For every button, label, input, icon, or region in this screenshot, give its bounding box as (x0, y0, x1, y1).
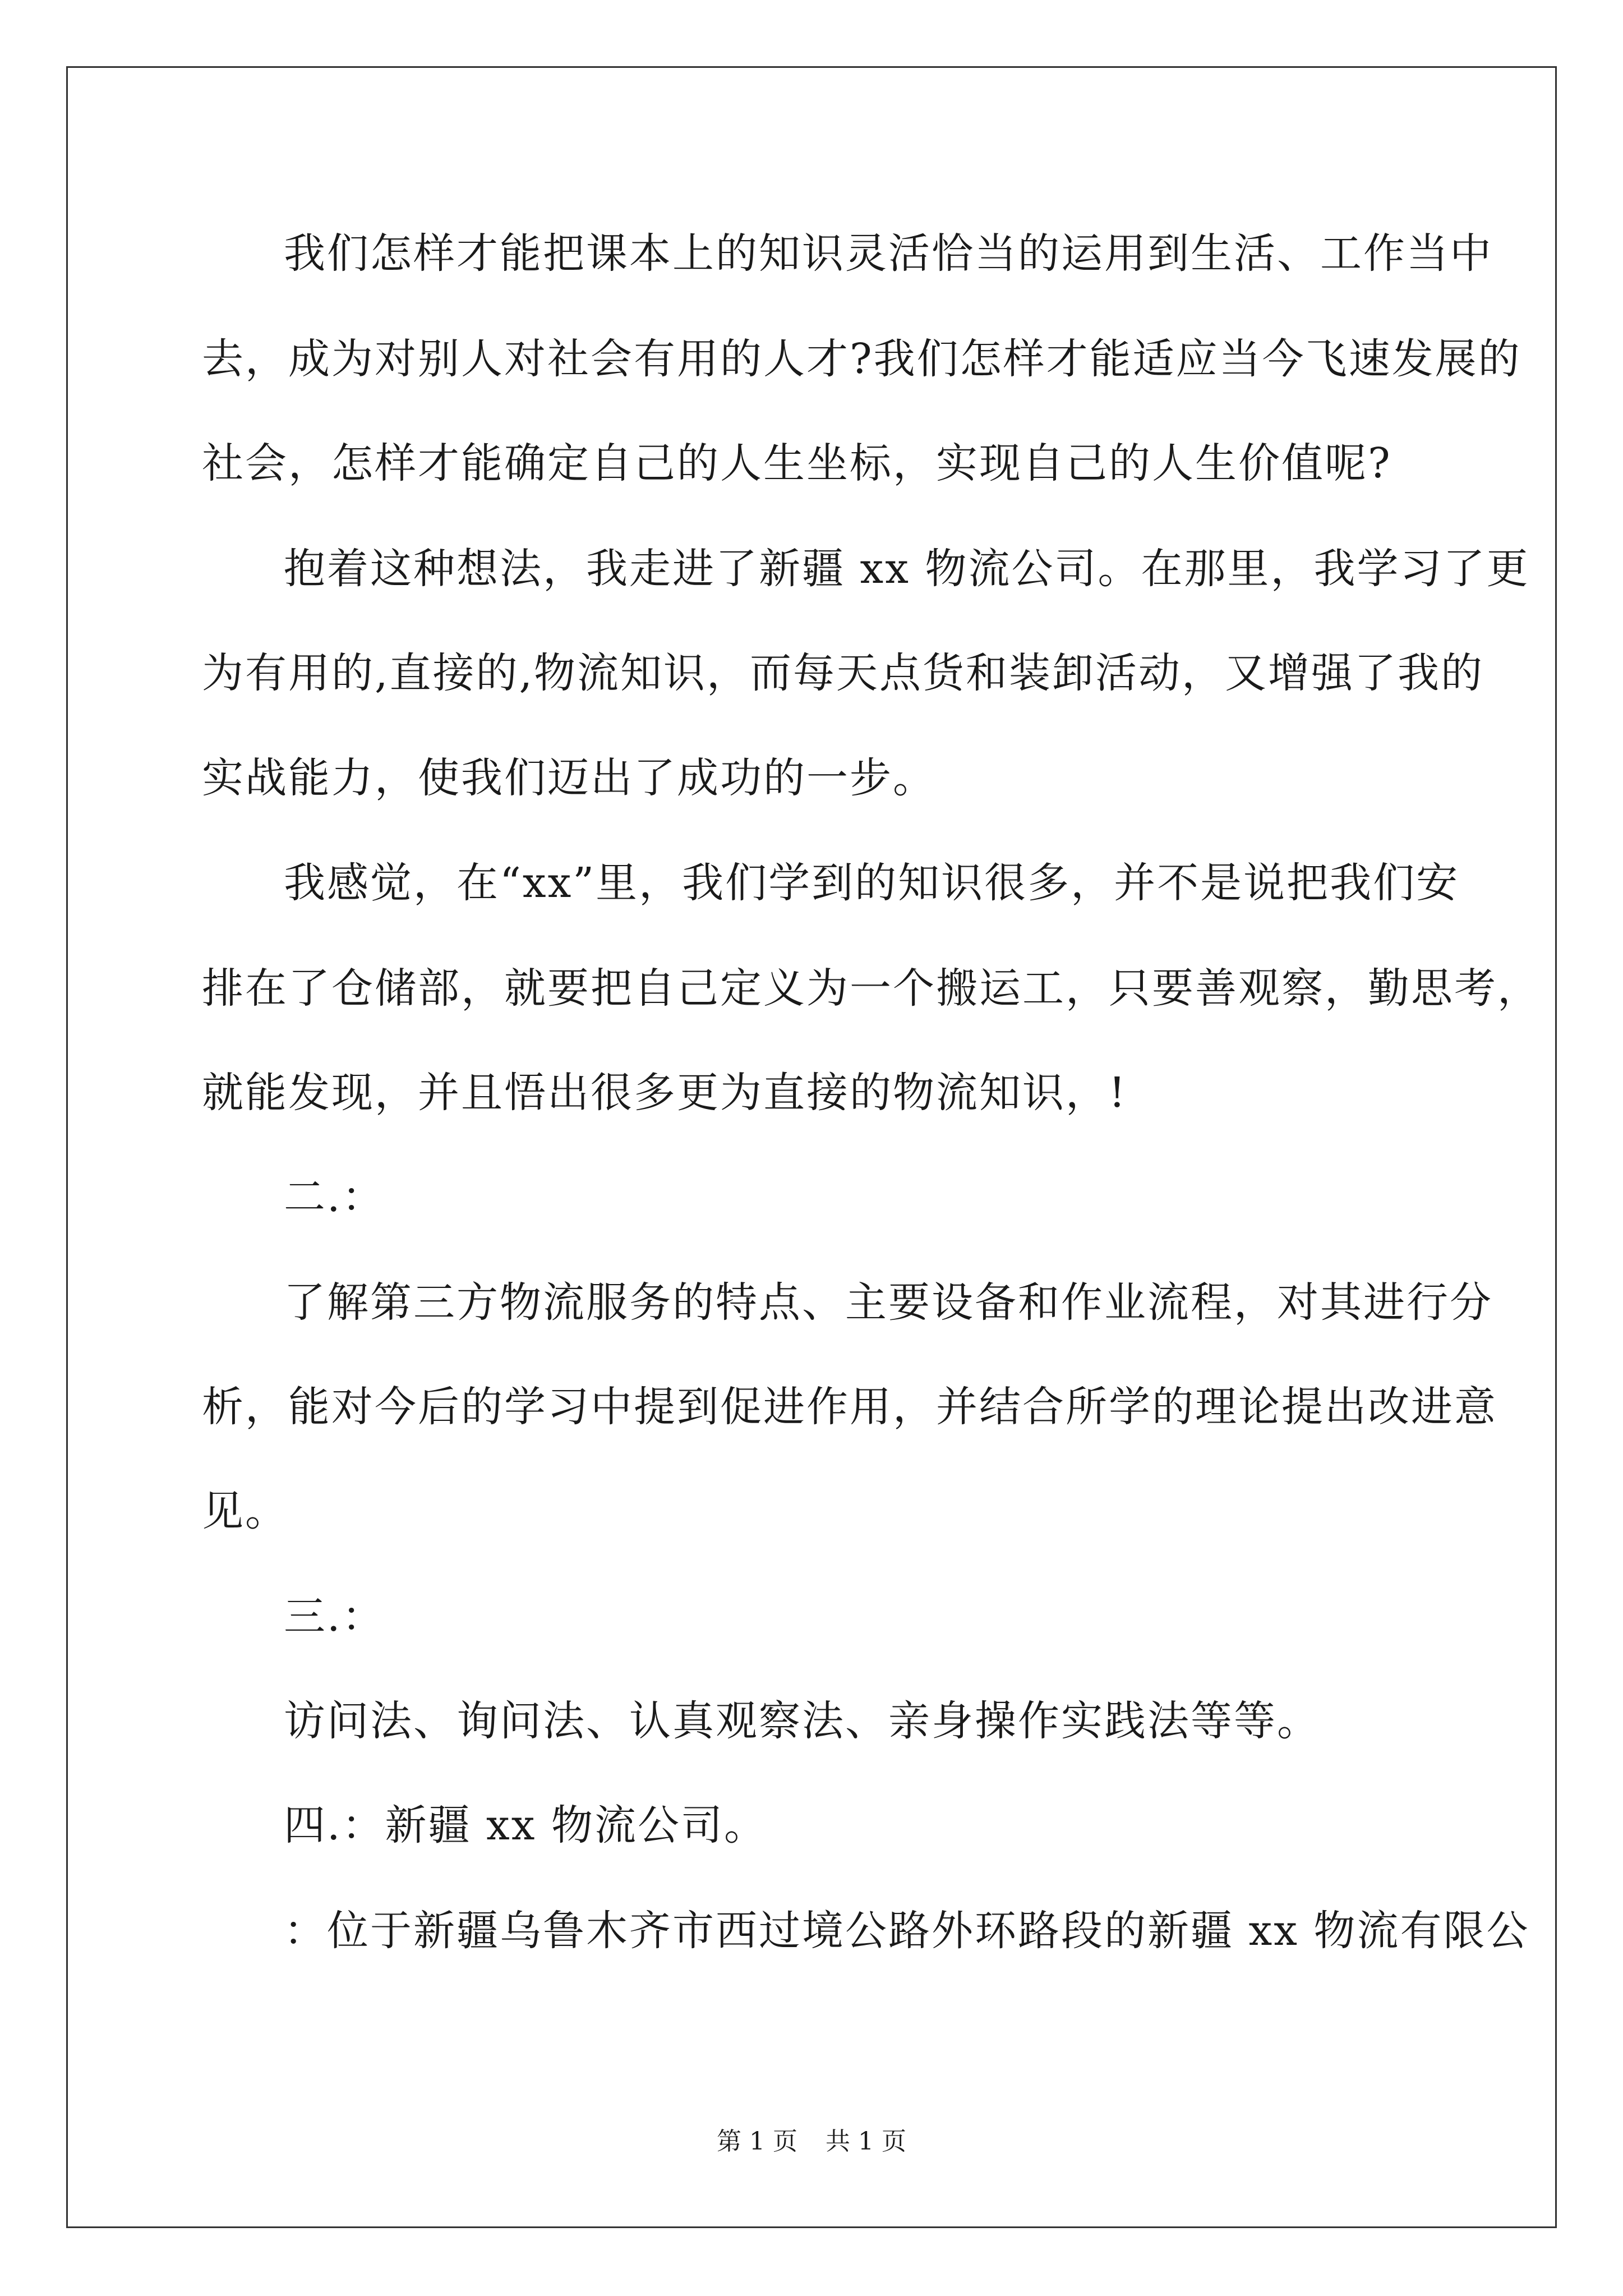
paragraph-4-line-1: 了解第三方物流服务的特点、主要设备和作业流程，对其进行分 (284, 1278, 1493, 1327)
section-heading-3: 三.： (284, 1593, 385, 1641)
section-heading-2: 二.： (284, 1173, 385, 1221)
section-heading-4: 四.：新疆 xx 物流公司。 (284, 1801, 768, 1849)
paragraph-6: ：位于新疆乌鲁木齐市西过境公路外环路段的新疆 xx 物流有限公 (284, 1907, 1530, 1955)
paragraph-3-line-1: 我感觉，在“xx”里，我们学到的知识很多，并不是说把我们安 (284, 859, 1460, 907)
paragraph-5: 访问法、询问法、认真观察法、亲身操作实践法等等。 (284, 1697, 1320, 1745)
page-footer (0, 2125, 1623, 2159)
paragraph-3-line-2: 排在了仓储部，就要把自己定义为一个搬运工，只要善观察，勤思考， (202, 964, 1541, 1013)
paragraph-2-line-3: 实战能力，使我们迈出了成功的一步。 (202, 754, 936, 802)
paragraph-4-line-2: 析，能对今后的学习中提到促进作用，并结合所学的理论提出改进意 (202, 1383, 1497, 1431)
paragraph-1-line-1: 我们怎样才能把课本上的知识灵活恰当的运用到生活、工作当中 (284, 229, 1493, 278)
paragraph-2-line-1: 抱着这种想法，我走进了新疆 xx 物流公司。在那里，我学习了更 (284, 545, 1530, 593)
paragraph-1-line-2: 去，成为对别人对社会有用的人才?我们怎样才能适应当今飞速发展的 (202, 335, 1521, 383)
paragraph-3-line-3: 就能发现，并且悟出很多更为直接的物流知识，! (202, 1069, 1127, 1117)
paragraph-2-line-2: 为有用的,直接的,物流知识，而每天点货和装卸活动，又增强了我的 (202, 649, 1484, 697)
page-number: 第 1 页 (717, 2127, 797, 2156)
paragraph-4-line-3: 见。 (202, 1487, 288, 1535)
page-total: 共 1 页 (826, 2127, 906, 2156)
paragraph-1-line-3: 社会，怎样才能确定自己的人生坐标，实现自己的人生价值呢? (202, 439, 1392, 487)
